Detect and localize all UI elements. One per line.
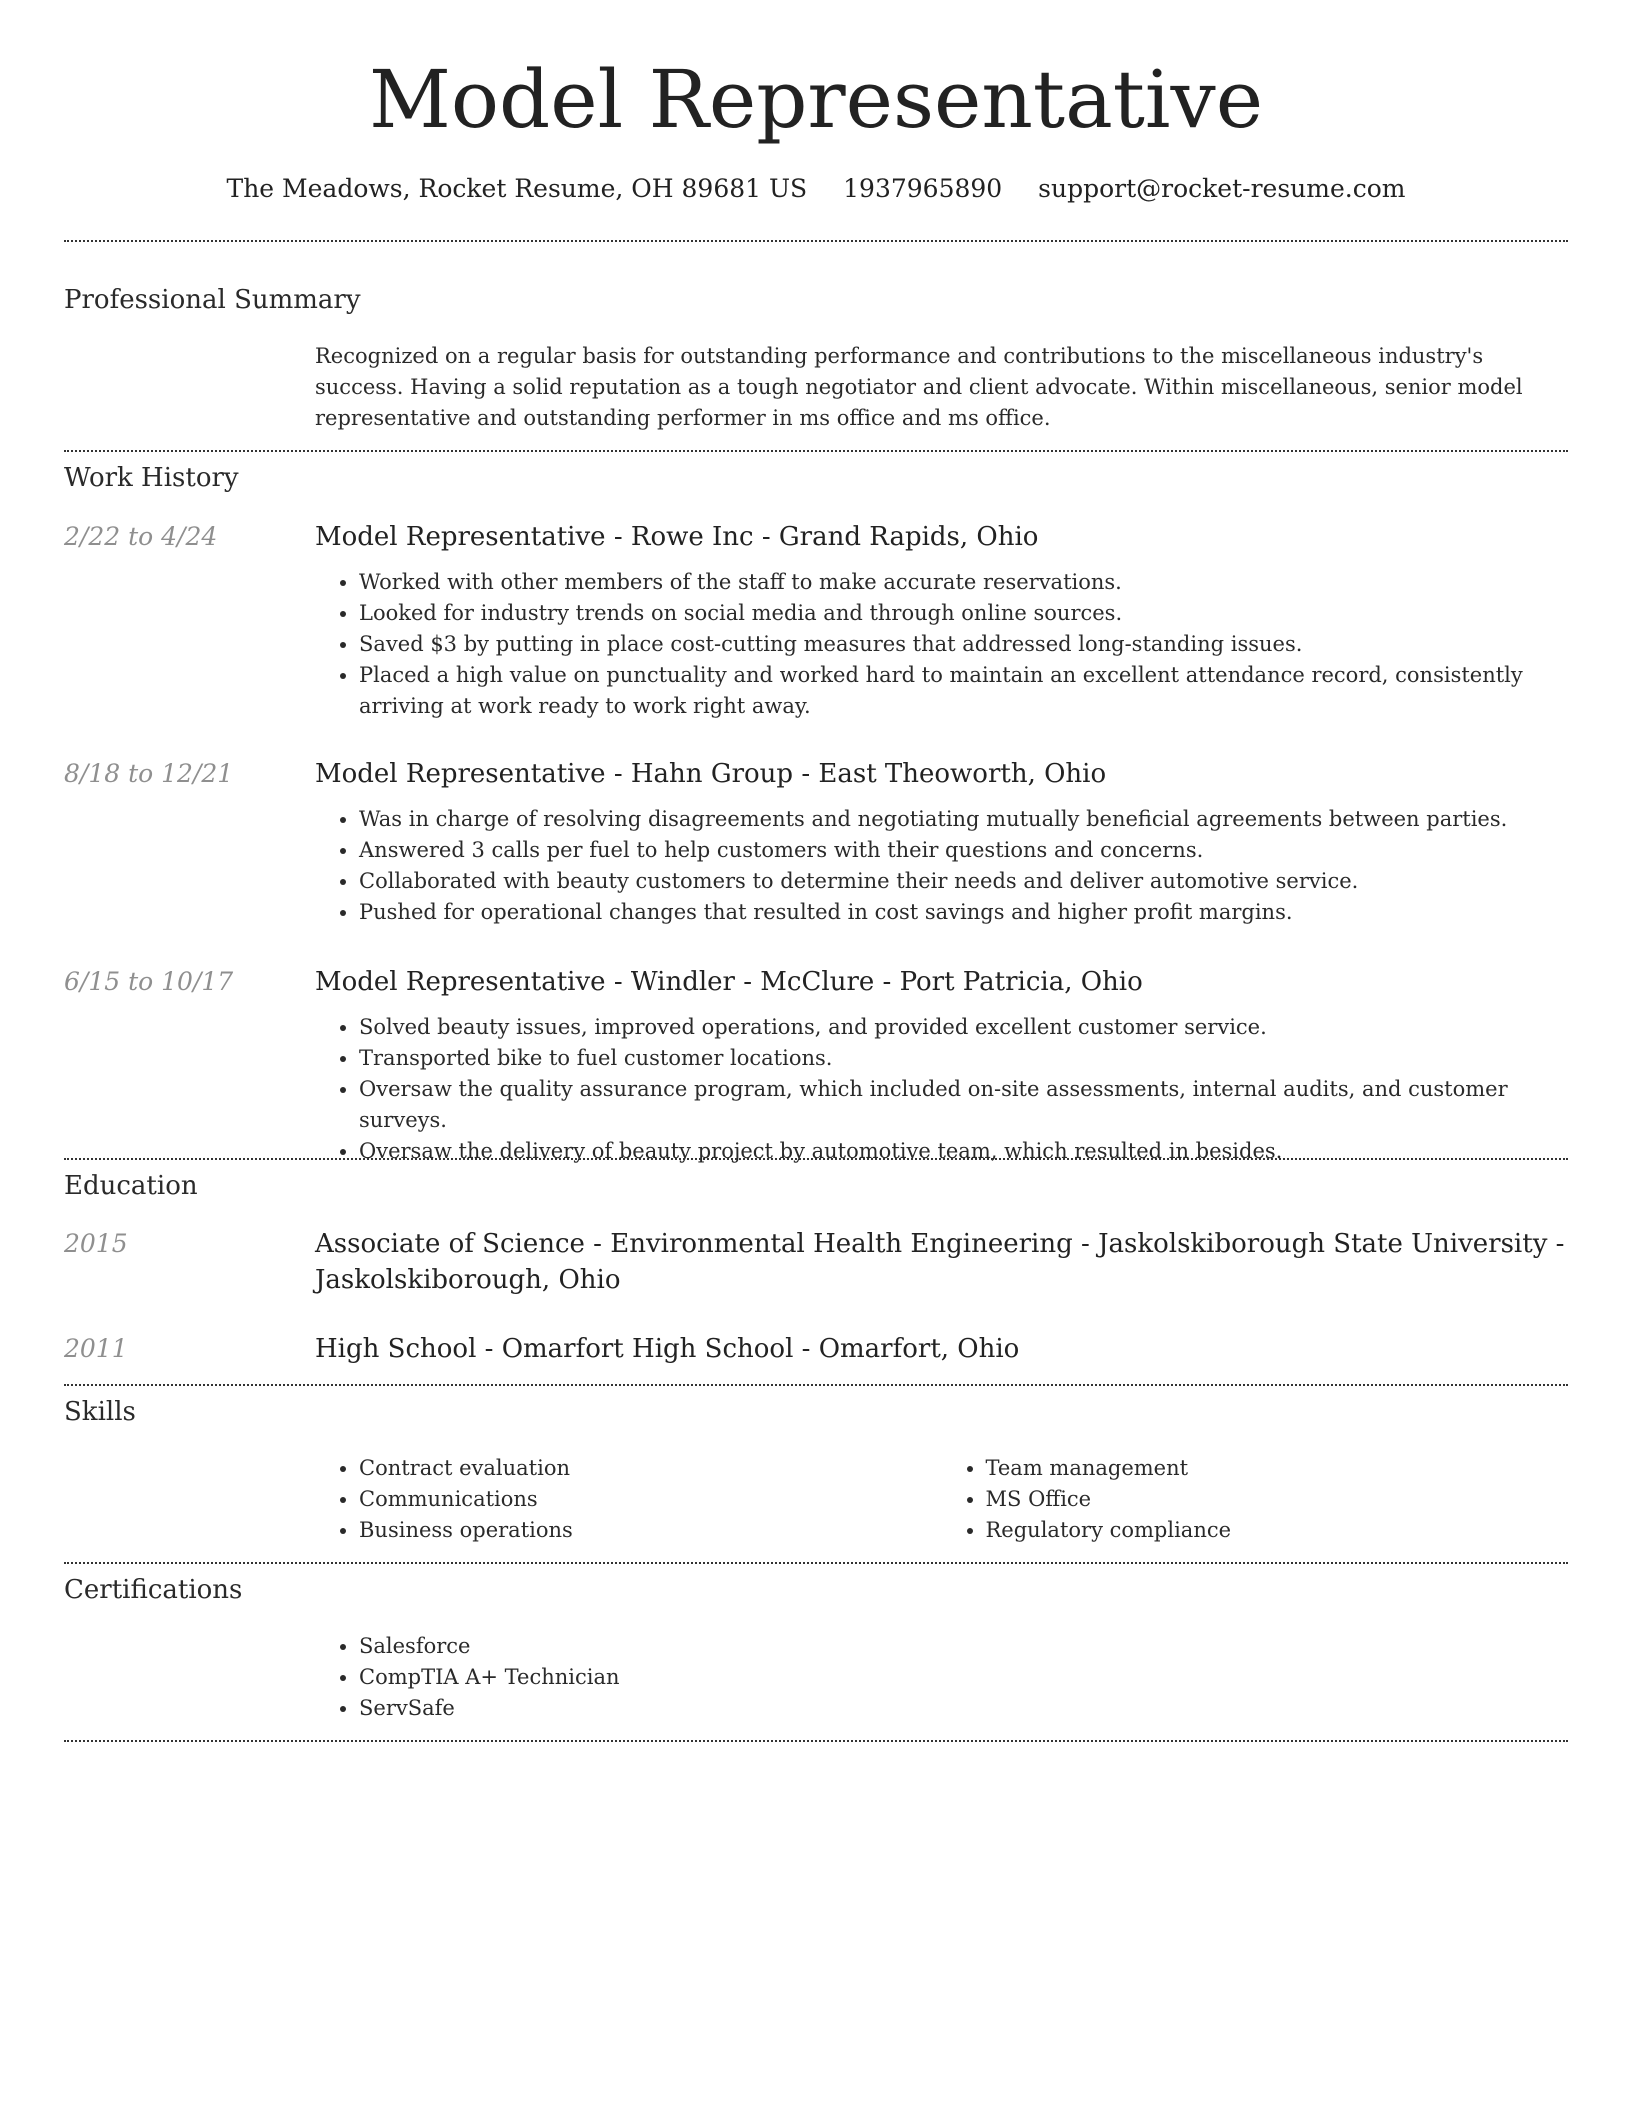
certifications-bullets bbox=[315, 1631, 1568, 1724]
job-bullets bbox=[315, 567, 1568, 722]
list-item: • Contract evaluation bbox=[359, 1453, 942, 1484]
job-dates: 6/15 to 10/17 bbox=[64, 967, 234, 996]
job-entry bbox=[315, 519, 1568, 722]
skills-column-left bbox=[315, 1453, 942, 1546]
skills-column-right bbox=[942, 1453, 1569, 1546]
list-item: • Team management bbox=[986, 1453, 1569, 1484]
section-title-certifications: Certifications bbox=[64, 1575, 243, 1605]
list-item: • ServSafe bbox=[359, 1693, 1568, 1724]
list-item: • Oversaw the delivery of beauty project by automotive team, which resulted in besides. bbox=[359, 1136, 1568, 1167]
education-entry bbox=[315, 1226, 1568, 1298]
education-title: High School - Omarfort High School - Omarfort, Ohio bbox=[315, 1334, 1020, 1364]
list-item: • Transported bike to fuel customer locations. bbox=[359, 1043, 1568, 1074]
list-item: • MS Office bbox=[986, 1484, 1569, 1515]
list-item: • Answered 3 calls per fuel to help customers with their questions and concerns. bbox=[359, 835, 1568, 866]
job-bullets bbox=[315, 804, 1568, 928]
list-item: • Collaborated with beauty customers to determine their needs and deliver automotive service. bbox=[359, 866, 1568, 897]
education-entry bbox=[315, 1331, 1568, 1367]
contact-line bbox=[64, 170, 1568, 208]
list-item: • Salesforce bbox=[359, 1631, 1568, 1662]
job-dates: 8/18 to 12/21 bbox=[64, 759, 234, 788]
list-item: • Oversaw the quality assurance program, which included on-site assessments, internal audits, and customer surveys. bbox=[359, 1074, 1568, 1136]
skills-list bbox=[315, 1453, 1568, 1546]
job-entry bbox=[315, 964, 1568, 1167]
section-title-education: Education bbox=[64, 1171, 198, 1201]
candidate-name: Model Representative bbox=[368, 53, 1264, 146]
section-title-work-history: Work History bbox=[64, 463, 239, 493]
list-item: • Solved beauty issues, improved operations, and provided excellent customer service. bbox=[359, 1012, 1568, 1043]
contact-address: The Meadows, Rocket Resume, OH 89681 US bbox=[226, 174, 808, 203]
list-item: • CompTIA A+ Technician bbox=[359, 1662, 1568, 1693]
education-title: Associate of Science - Environmental Health Engineering - Jaskolskiborough State University - Jaskolskiborough, Ohio bbox=[315, 1229, 1565, 1295]
divider bbox=[64, 450, 1568, 452]
job-title: Model Representative - Rowe Inc - Grand Rapids, Ohio bbox=[315, 522, 1039, 552]
divider bbox=[64, 1740, 1568, 1742]
list-item: • Worked with other members of the staff to make accurate reservations. bbox=[359, 567, 1568, 598]
list-item: • Looked for industry trends on social media and through online sources. bbox=[359, 598, 1568, 629]
list-item: • Placed a high value on punctuality and worked hard to maintain an excellent attendance record, consistently arriving at work ready to work right away. bbox=[359, 660, 1568, 722]
divider bbox=[64, 1562, 1568, 1564]
job-title: Model Representative - Windler - McClure - Port Patricia, Ohio bbox=[315, 967, 1143, 997]
job-entry bbox=[315, 756, 1568, 928]
contact-email: support@rocket-resume.com bbox=[1038, 174, 1406, 203]
summary-text: Recognized on a regular basis for outstanding performance and contributions to the miscellaneous industry's success. Having a solid reputation as a tough negotiator and client advocate. Within miscellaneous, senior model representative and outstanding performer in ms office and ms office. bbox=[315, 344, 1523, 430]
divider bbox=[64, 1384, 1568, 1386]
job-title: Model Representative - Hahn Group - East Theoworth, Ohio bbox=[315, 759, 1107, 789]
education-year: 2011 bbox=[64, 1334, 128, 1363]
certifications-list bbox=[315, 1631, 1568, 1724]
divider bbox=[64, 1158, 1568, 1160]
education-year: 2015 bbox=[64, 1229, 128, 1258]
list-item: • Communications bbox=[359, 1484, 942, 1515]
summary-content bbox=[315, 341, 1568, 434]
list-item: • Was in charge of resolving disagreements and negotiating mutually beneficial agreements between parties. bbox=[359, 804, 1568, 835]
section-title-skills: Skills bbox=[64, 1397, 136, 1427]
job-dates: 2/22 to 4/24 bbox=[64, 522, 218, 551]
list-item: • Business operations bbox=[359, 1515, 942, 1546]
section-title-summary: Professional Summary bbox=[64, 285, 361, 315]
divider bbox=[64, 240, 1568, 242]
contact-phone: 1937965890 bbox=[843, 174, 1003, 203]
job-bullets bbox=[315, 1012, 1568, 1167]
list-item: • Saved $3 by putting in place cost-cutting measures that addressed long-standing issues. bbox=[359, 629, 1568, 660]
list-item: • Pushed for operational changes that resulted in cost savings and higher profit margins. bbox=[359, 897, 1568, 928]
list-item: • Regulatory compliance bbox=[986, 1515, 1569, 1546]
